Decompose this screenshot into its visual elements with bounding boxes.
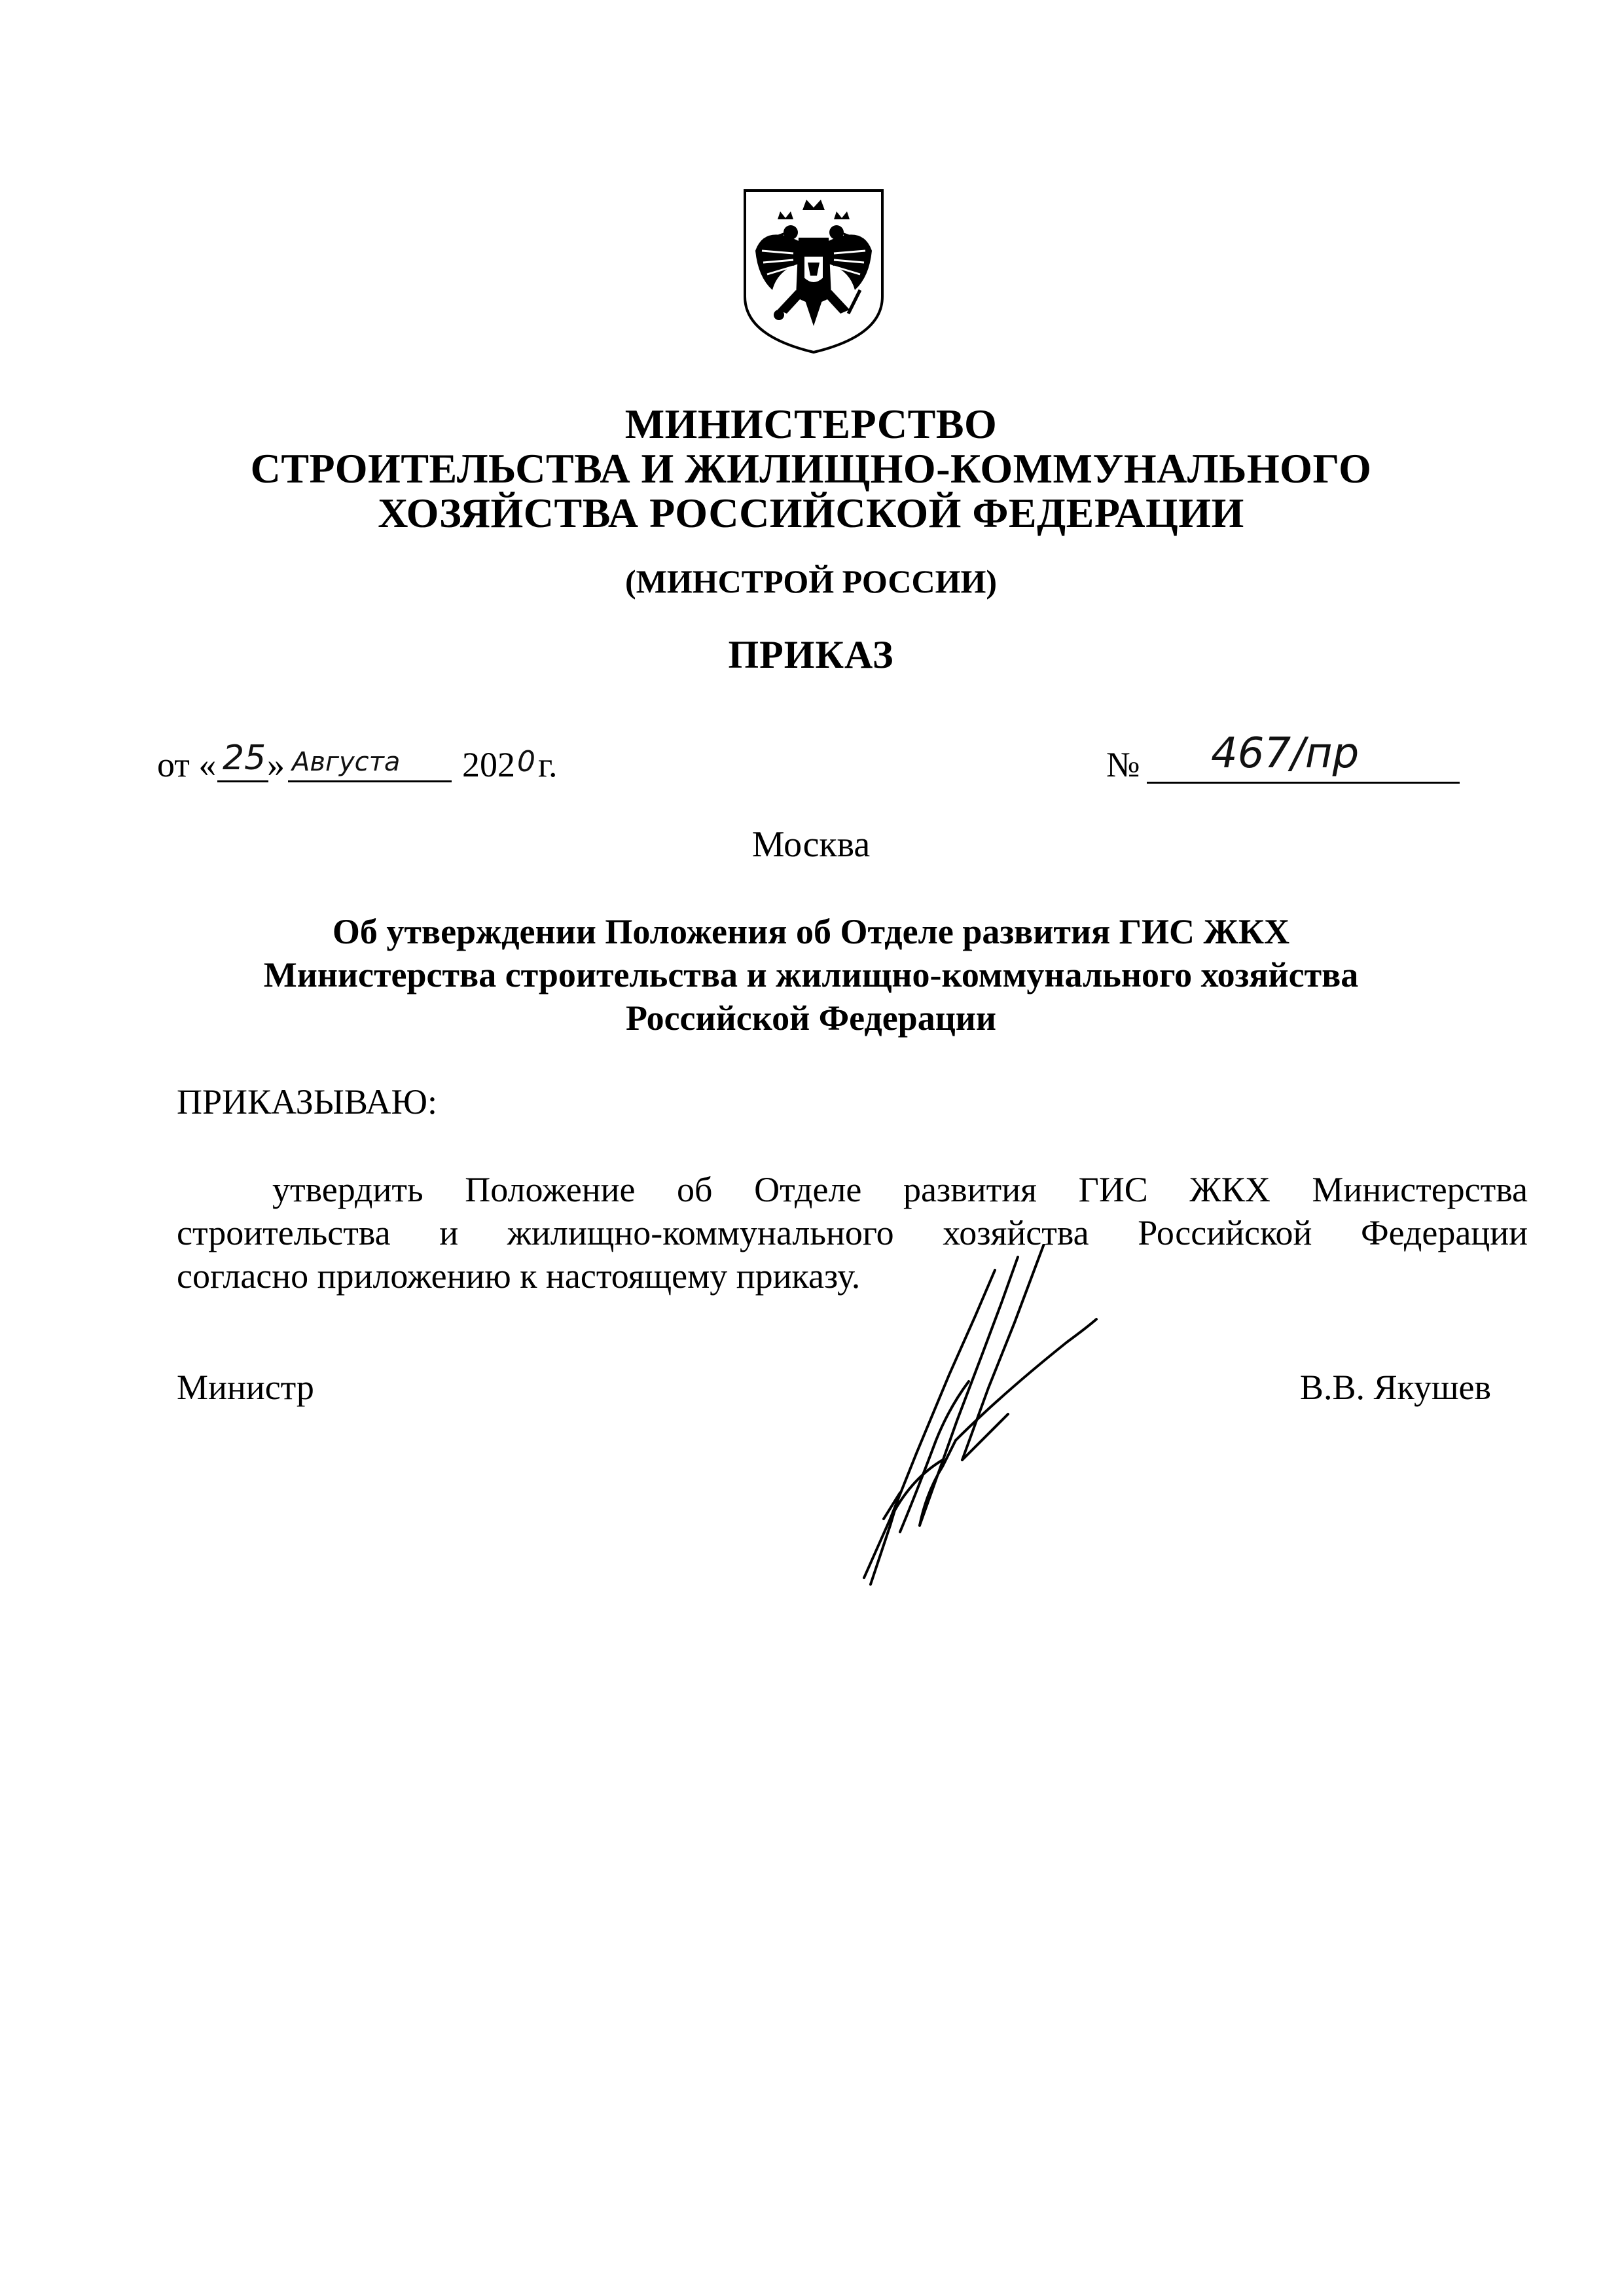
body-word: Федерации (1360, 1213, 1528, 1252)
date-month-handwritten: Августа (292, 747, 401, 777)
body-word: ЖКХ (1189, 1170, 1271, 1209)
body-word: развития (903, 1170, 1037, 1209)
ministry-title-line-3: ХОЗЯЙСТВА РОССИЙСКОЙ ФЕДЕРАЦИИ (378, 490, 1244, 536)
date-prefix: от « (157, 745, 217, 784)
body-word: Отделе (754, 1170, 862, 1209)
body-word: Министерства (1312, 1170, 1528, 1209)
date-day-underline (217, 780, 268, 782)
body-line-1 (272, 1168, 1528, 1211)
date-year-handwritten: 0 (517, 745, 535, 778)
body-word: и (439, 1213, 459, 1252)
subject-line-1: Об утверждении Положения об Отделе развития ГИС ЖКХ (332, 912, 1290, 951)
number-label: № (1106, 745, 1140, 784)
subject-line-3: Российской Федерации (625, 998, 997, 1038)
body-word: утвердить (272, 1170, 424, 1209)
body-word: хозяйства (943, 1213, 1089, 1252)
date-year-suffix: г. (538, 745, 558, 784)
date-day-handwritten: 25 (223, 738, 266, 778)
body-word: Положение (465, 1170, 636, 1209)
subject-line-2: Министерства строительства и жилищно-коммунального хозяйства (263, 955, 1359, 994)
ministry-title-line-2: СТРОИТЕЛЬСТВА И ЖИЛИЩНО-КОММУНАЛЬНОГО (250, 445, 1372, 492)
handwritten-signature (785, 1244, 1126, 1597)
body-line-3: согласно приложению к настоящему приказу. (177, 1256, 861, 1296)
body-word: Российской (1138, 1213, 1312, 1252)
number-underline (1147, 782, 1460, 784)
document-type: ПРИКАЗ (728, 633, 894, 676)
signatory-name: В.В. Якушев (1299, 1368, 1491, 1407)
order-date (157, 738, 641, 791)
date-month-underline (288, 780, 452, 782)
ministry-short-name: (МИНСТРОЙ РОССИИ) (624, 563, 998, 600)
date-mid: » (267, 745, 285, 784)
date-year-prefix: 202 (462, 745, 515, 784)
order-number (1106, 729, 1473, 791)
body-word: строительства (177, 1213, 391, 1252)
coat-of-arms-emblem (738, 185, 889, 355)
signatory-position: Министр (177, 1368, 314, 1407)
number-value-handwritten: 467/пр (1211, 729, 1360, 778)
russian-coat-of-arms-icon (738, 185, 889, 355)
order-word: ПРИКАЗЫВАЮ: (177, 1082, 437, 1121)
signature-icon (785, 1244, 1126, 1597)
body-word: жилищно-коммунального (507, 1213, 894, 1252)
body-word: ГИС (1078, 1170, 1148, 1209)
body-word: об (677, 1170, 713, 1209)
ministry-title-line-1: МИНИСТЕРСТВО (624, 401, 998, 447)
city: Москва (751, 824, 871, 865)
